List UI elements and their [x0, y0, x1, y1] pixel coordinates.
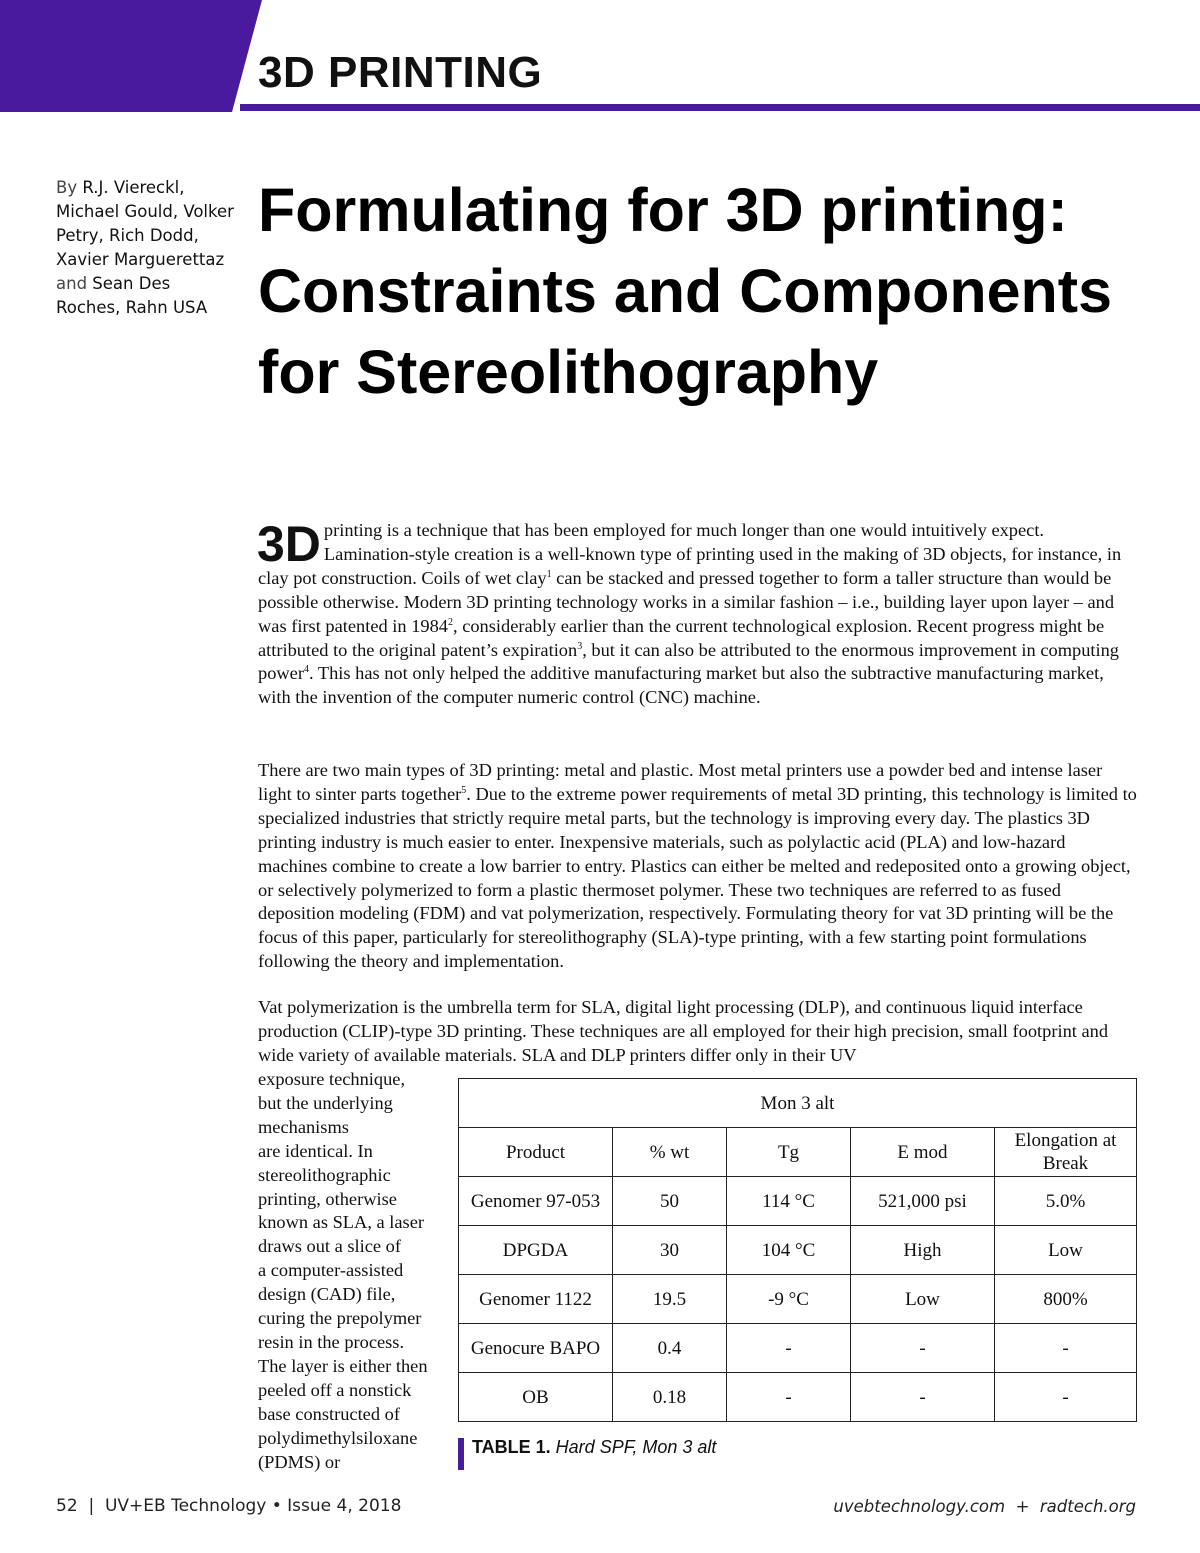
text-line: base constructed of — [258, 1403, 400, 1424]
paragraph-1 — [257, 516, 1138, 710]
section-rule — [240, 104, 1200, 111]
table-cell: 114 °C — [727, 1177, 851, 1226]
column-header: Product — [459, 1128, 613, 1177]
text-line: are identical. In — [258, 1140, 373, 1161]
section-label: 3D PRINTING — [258, 48, 543, 97]
table-cell: - — [727, 1373, 851, 1422]
reference-5: 5 — [461, 784, 467, 796]
reference-4: 4 — [303, 664, 309, 676]
table-cell: - — [727, 1324, 851, 1373]
text-line: polydimethylsiloxane — [258, 1427, 418, 1448]
reference-1: 1 — [546, 568, 552, 580]
table-row — [459, 1275, 1137, 1324]
byline-authors: R.J. Viereckl, Michael Gould, Volker Petry, Rich Dodd, Xavier Marguerettaz — [56, 178, 234, 269]
table-caption — [472, 1437, 716, 1458]
column-header: % wt — [613, 1128, 727, 1177]
byline-conjunction: and — [56, 274, 88, 293]
table-title-row — [459, 1079, 1137, 1128]
reference-2: 2 — [448, 616, 453, 628]
byline-prefix: By — [56, 178, 78, 197]
footer-page-info: 52 | UV+EB Technology • Issue 4, 2018 — [56, 1496, 402, 1516]
table-cell: 0.18 — [613, 1373, 727, 1422]
table-row — [459, 1324, 1137, 1373]
table-cell: 800% — [995, 1275, 1137, 1324]
text-line: design (CAD) file, — [258, 1284, 396, 1305]
caption-accent-bar — [458, 1438, 464, 1470]
paragraph-2-text-b: . Due to the extreme power requirements of metal 3D printing, this technology is limited to specialized industries that strictly require metal parts, but the technology is improving every day. The plastics 3D printing industry is much easier to enter. Inexpensive materials, such as polylactic acid (PLA) and low-hazard machines combine to create a low barrier to entry. Plastics can either be melted and redeposited onto a growing object, or selectively polymerized to form a plastic thermoset polymer. These two techniques are referred to as fused deposition modeling (FDM) and vat polymerization, respectively. Formulating theory for vat 3D printing will be the focus of this paper, particularly for stereolithography (SLA)-type printing, with a few starting point formulations following the theory and implementation. — [258, 783, 1137, 972]
text-line: printing, otherwise — [258, 1188, 397, 1209]
paragraph-2 — [258, 759, 1138, 974]
paragraph-1-text-e: . This has not only helped the additive manufacturing market but also the subtractive manufacturing market, with the invention of the computer numeric control (CNC) machine. — [258, 663, 1104, 708]
table-cell: 104 °C — [727, 1226, 851, 1275]
drop-cap: 3D — [257, 516, 321, 572]
column-header: Tg — [727, 1128, 851, 1177]
table-title: Mon 3 alt — [459, 1079, 1137, 1128]
text-line: mechanisms — [258, 1116, 349, 1137]
table-cell: 5.0% — [995, 1177, 1137, 1226]
paragraph-1-text-b: can be stacked and pressed together to form a taller structure than would be possible otherwise. Modern 3D printing technology works in a similar fashion – i.e., building layer upon layer – and was first patented in 1984 — [258, 567, 1115, 636]
reference-3: 3 — [577, 640, 583, 652]
table-cell: - — [851, 1373, 995, 1422]
paragraph-1-text-c: , considerably earlier than the current technological explosion. Recent progress might be attributed to the original patent’s expiration — [258, 615, 1105, 660]
table-cell: 19.5 — [613, 1275, 727, 1324]
corner-accent-shape — [0, 0, 262, 112]
table-cell: High — [851, 1226, 995, 1275]
text-line: a computer-assisted — [258, 1260, 404, 1281]
table-cell: OB — [459, 1373, 613, 1422]
table-header-row — [459, 1128, 1137, 1177]
column-header: Elongation at Break — [995, 1128, 1137, 1177]
data-table — [458, 1078, 1137, 1422]
byline — [56, 176, 236, 320]
text-line: exposure technique, — [258, 1069, 406, 1089]
table-cell: - — [995, 1373, 1137, 1422]
table-cell: 50 — [613, 1177, 727, 1226]
table-row — [459, 1226, 1137, 1275]
table-cell: 30 — [613, 1226, 727, 1275]
table-cell: - — [851, 1324, 995, 1373]
table-cell: Low — [851, 1275, 995, 1324]
table-cell: 521,000 psi — [851, 1177, 995, 1226]
table-cell: -9 °C — [727, 1275, 851, 1324]
caption-text: Hard SPF, Mon 3 alt — [550, 1437, 717, 1457]
text-line: (PDMS) or — [258, 1451, 341, 1472]
table-cell: Low — [995, 1226, 1137, 1275]
paragraph-1-text-a: printing is a technique that has been employed for much longer than one would intuitively expect. Lamination-style creation is a well-known type of printing used in the making of 3D objects, for instance, in clay pot construction. Coils of wet clay — [258, 520, 1122, 588]
text-line: known as SLA, a laser — [258, 1212, 424, 1233]
text-line: stereolithographic — [258, 1164, 391, 1185]
paragraph-3-continued — [258, 1068, 448, 1474]
table-row — [459, 1373, 1137, 1422]
table-cell: DPGDA — [459, 1226, 613, 1275]
table-cell: Genomer 1122 — [459, 1275, 613, 1324]
text-line: The layer is either then — [258, 1355, 428, 1376]
table-cell: Genocure BAPO — [459, 1324, 613, 1373]
byline-authors-affiliation: Sean Des Roches, Rahn USA — [56, 274, 208, 317]
column-header: E mod — [851, 1128, 995, 1177]
table-cell: Genomer 97-053 — [459, 1177, 613, 1226]
text-line: draws out a slice of — [258, 1236, 401, 1257]
table-1 — [458, 1078, 1137, 1422]
table-row — [459, 1177, 1137, 1226]
paragraph-2-text-a: There are two main types of 3D printing: metal and plastic. Most metal printers use a powder bed and intense laser light to sinter parts together — [258, 760, 1103, 804]
paragraph-1-text-d: , but it can also be attributed to the enormous improvement in computing power — [258, 639, 1119, 684]
table-cell: - — [995, 1324, 1137, 1373]
text-line: but the underlying — [258, 1092, 393, 1113]
table-cell: 0.4 — [613, 1324, 727, 1373]
paragraph-3: Vat polymerization is the umbrella term for SLA, digital light processing (DLP), and continuous liquid interface production (CLIP)-type 3D printing. These techniques are all employed for their high precision, small footprint and wide variety of available materials. SLA and DLP printers differ only in their UV — [258, 997, 1109, 1065]
text-line: peeled off a nonstick — [258, 1379, 412, 1400]
text-line: curing the prepolymer — [258, 1308, 422, 1329]
text-line: resin in the process. — [258, 1331, 405, 1352]
article-title: Formulating for 3D printing: Constraints and Components for Stereolithography — [258, 176, 1113, 406]
footer-websites: uvebtechnology.com + radtech.org — [833, 1497, 1136, 1516]
caption-label: TABLE 1. — [472, 1437, 551, 1457]
